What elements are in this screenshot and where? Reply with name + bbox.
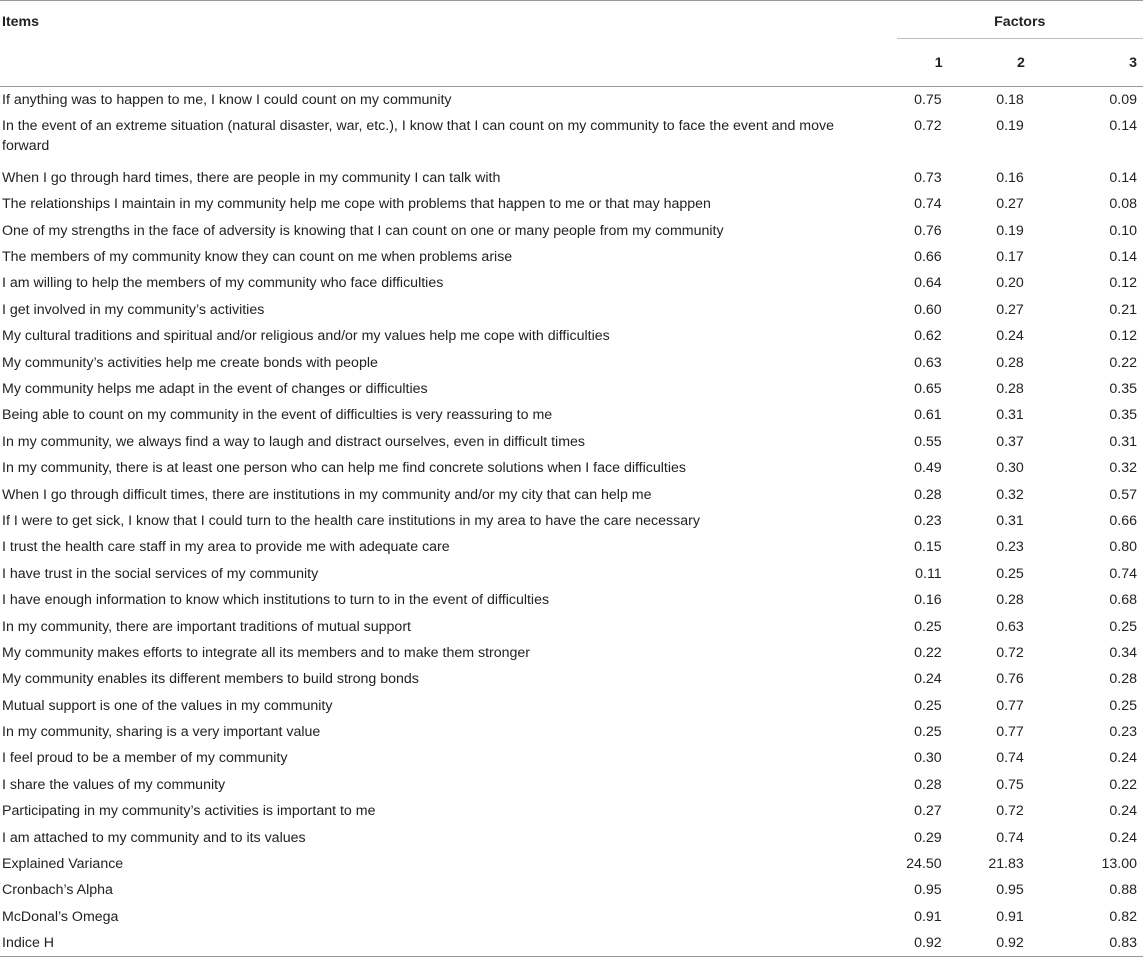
- table-row: [0, 429, 1143, 455]
- factor-2-value: 0.95: [996, 882, 1024, 899]
- item-text: In my community, we always find a way to laugh and distract ourselves, even in difficult times: [2, 433, 585, 450]
- factor-2-value: 0.18: [996, 92, 1024, 108]
- table-row: [0, 666, 1143, 692]
- factor-3-value: 0.68: [1109, 592, 1137, 609]
- factor-1-value: 0.28: [914, 776, 942, 793]
- factor-3-value: 0.74: [1109, 565, 1137, 582]
- factor-3-value: 0.22: [1109, 776, 1137, 793]
- factor-3-value: 0.57: [1109, 486, 1137, 503]
- factor-2-value: 0.28: [996, 381, 1024, 398]
- factor-3-value: 0.14: [1109, 249, 1137, 266]
- item-text: Participating in my community’s activities is important to me: [2, 803, 376, 820]
- factor-3-header: 3: [1061, 39, 1143, 87]
- factor-2-value: 0.19: [996, 117, 1024, 134]
- item-text: I am attached to my community and to its values: [2, 829, 306, 846]
- factor-1-value: 0.11: [915, 565, 942, 582]
- item-text: Being able to count on my community in the event of difficulties is very reassuring to me: [2, 407, 553, 424]
- factor-3-value: 13.00: [1101, 856, 1137, 873]
- item-text: In my community, there are important traditions of mutual support: [2, 618, 411, 635]
- factor-2-value: 0.77: [996, 697, 1024, 714]
- table-body: [0, 87, 1143, 957]
- factor-1-value: 0.29: [914, 829, 942, 846]
- factor-1-value: 0.92: [914, 935, 942, 952]
- item-text: The relationships I maintain in my community help me cope with problems that happen to me or that may happen: [2, 196, 711, 213]
- factor-1-value: 0.27: [914, 803, 942, 820]
- table-row: [0, 297, 1143, 323]
- table-row: [0, 693, 1143, 719]
- factor-1-value: 0.24: [914, 671, 942, 688]
- table-row: [0, 244, 1143, 270]
- factors-label: Factors: [994, 14, 1046, 30]
- factor-2-value: 0.63: [996, 618, 1024, 635]
- factor-3-value: 0.35: [1109, 381, 1137, 398]
- factor-2-value: 0.19: [996, 222, 1024, 239]
- table-row: [0, 270, 1143, 296]
- factor-1-value: 0.55: [914, 433, 942, 450]
- table-row: [0, 113, 1143, 165]
- factor-3-value: 0.21: [1109, 301, 1137, 318]
- factor-1-value: 0.30: [914, 750, 942, 767]
- item-text: Indice H: [2, 935, 55, 952]
- table-row: [0, 455, 1143, 481]
- factor-3-value: 0.28: [1109, 671, 1137, 688]
- factor-3-value: 0.08: [1109, 196, 1137, 213]
- table-row: [0, 745, 1143, 771]
- factor-2-value: 0.76: [996, 671, 1024, 688]
- factor-1-value: 0.66: [914, 249, 942, 266]
- factor-1-value: 0.75: [914, 92, 942, 108]
- factor-3-value: 0.25: [1109, 618, 1137, 635]
- factor-3-value: 0.31: [1109, 433, 1137, 450]
- factor-2-value: 0.37: [996, 433, 1024, 450]
- table-row: [0, 877, 1143, 903]
- factor-3-value: 0.34: [1109, 644, 1137, 661]
- item-text: In my community, sharing is a very important value: [2, 724, 321, 741]
- item-text: When I go through difficult times, there are institutions in my community and/or my city that can help me: [2, 486, 652, 503]
- factor-2-value: 0.24: [996, 328, 1024, 345]
- factor-1-value: 0.16: [914, 592, 942, 609]
- item-text: I share the values of my community: [2, 776, 226, 793]
- factor-1-value: 0.49: [914, 460, 942, 477]
- factor-3-value: 0.10: [1109, 222, 1137, 239]
- factor-1-value: 0.63: [914, 354, 942, 371]
- table-row: [0, 376, 1143, 402]
- factor-1-value: 0.25: [914, 618, 942, 635]
- factor-1-value: 0.15: [914, 539, 942, 556]
- factor-1-value: 0.61: [914, 407, 942, 424]
- item-text: McDonal’s Omega: [2, 908, 119, 925]
- factor-3-value: 0.09: [1109, 92, 1137, 108]
- factor-3-value: 0.24: [1109, 803, 1137, 820]
- factor-1-value: 0.72: [914, 117, 942, 134]
- factor-3-value: 0.32: [1109, 460, 1137, 477]
- factor-1-value: 0.60: [914, 301, 942, 318]
- factor-1-value: 0.23: [914, 512, 942, 529]
- factor-3-value: 0.14: [1109, 169, 1137, 186]
- factor-2-value: 21.83: [988, 856, 1024, 873]
- table-row: [0, 534, 1143, 560]
- factor-1-value: 0.74: [914, 196, 942, 213]
- item-text: If I were to get sick, I know that I could turn to the health care institutions in my area to have the care necessary: [2, 512, 700, 529]
- item-text: When I go through hard times, there are people in my community I can talk with: [2, 169, 501, 186]
- factor-1-value: 0.91: [914, 908, 942, 925]
- factor-2-value: 0.72: [996, 644, 1024, 661]
- factor-3-value: 0.66: [1109, 512, 1137, 529]
- table-row: [0, 165, 1143, 191]
- factor-1-value: 0.76: [914, 222, 942, 239]
- factor-3-value: 0.80: [1109, 539, 1137, 556]
- table-row: [0, 323, 1143, 349]
- table-row: [0, 825, 1143, 851]
- factor-3-value: 0.22: [1109, 354, 1137, 371]
- factor-2-value: 0.27: [996, 301, 1024, 318]
- factor-3-value: 0.83: [1109, 935, 1137, 952]
- factor-1-value: 0.73: [914, 169, 942, 186]
- item-text: I get involved in my community’s activities: [2, 301, 265, 318]
- factor-1-value: 0.95: [914, 882, 942, 899]
- factor-2-value: 0.32: [996, 486, 1024, 503]
- factor-2-value: 0.28: [996, 354, 1024, 371]
- factor-1-value: 0.64: [914, 275, 942, 292]
- item-text: One of my strengths in the face of adversity is knowing that I can count on one or many people from my community: [2, 222, 724, 239]
- table-row: [0, 640, 1143, 666]
- item-text: My community helps me adapt in the event of changes or difficulties: [2, 381, 428, 398]
- table-row: [0, 587, 1143, 613]
- factor-2-value: 0.25: [996, 565, 1024, 582]
- item-text: Explained Variance: [2, 856, 124, 873]
- factor-1-value: 0.65: [914, 381, 942, 398]
- header-row-top: [0, 1, 1143, 39]
- factor-3-value: 0.24: [1109, 829, 1137, 846]
- factor-1-header: 1: [897, 39, 979, 87]
- factor-1-value: 0.22: [914, 644, 942, 661]
- factor-1-value: 0.25: [914, 697, 942, 714]
- factor-2-value: 0.92: [996, 935, 1024, 952]
- item-text: My cultural traditions and spiritual and/or religious and/or my values help me cope with difficulties: [2, 328, 610, 345]
- factor-1-value: 0.28: [914, 486, 942, 503]
- factor-1-value: 24.50: [906, 856, 942, 873]
- factor-2-value: 0.77: [996, 724, 1024, 741]
- factor-2-value: 0.27: [996, 196, 1024, 213]
- items-column-header: Items: [2, 14, 40, 30]
- item-text: My community makes efforts to integrate all its members and to make them stronger: [2, 644, 531, 661]
- table-row: [0, 904, 1143, 930]
- item-text: I trust the health care staff in my area to provide me with adequate care: [2, 539, 450, 556]
- table-row: [0, 402, 1143, 428]
- item-text: If anything was to happen to me, I know I could count on my community: [2, 92, 452, 108]
- table-row: [0, 798, 1143, 824]
- factor-2-value: 0.30: [996, 460, 1024, 477]
- factor-2-value: 0.28: [996, 592, 1024, 609]
- item-text: I have trust in the social services of my community: [2, 565, 319, 582]
- table-row: [0, 191, 1143, 217]
- item-text: In my community, there is at least one person who can help me find concrete solutions when I face difficulties: [2, 460, 686, 477]
- factor-3-value: 0.12: [1109, 328, 1137, 345]
- factor-2-value: 0.74: [996, 829, 1024, 846]
- table-row: [0, 218, 1143, 244]
- factor-2-value: 0.75: [996, 776, 1024, 793]
- item-text: In the event of an extreme situation (natural disaster, war, etc.), I know that I can count on my community to face the event and move forward: [2, 117, 834, 154]
- table-row: [0, 614, 1143, 640]
- item-text: I feel proud to be a member of my community: [2, 750, 288, 767]
- item-text: Cronbach’s Alpha: [2, 882, 113, 899]
- factor-1-value: 0.62: [914, 328, 942, 345]
- table-row: [0, 772, 1143, 798]
- factor-2-value: 0.16: [996, 169, 1024, 186]
- table-row: [0, 350, 1143, 376]
- table-row: [0, 561, 1143, 587]
- table-header: [0, 1, 1143, 87]
- item-text: The members of my community know they can count on me when problems arise: [2, 249, 513, 266]
- table-row: [0, 930, 1143, 956]
- factor-3-value: 0.82: [1109, 908, 1137, 925]
- factor-3-value: 0.88: [1109, 882, 1137, 899]
- factor-3-value: 0.14: [1109, 117, 1137, 134]
- item-text: My community’s activities help me create bonds with people: [2, 354, 378, 371]
- factor-3-value: 0.24: [1109, 750, 1137, 767]
- factor-3-value: 0.35: [1109, 407, 1137, 424]
- table-row: [0, 851, 1143, 877]
- factor-2-value: 0.72: [996, 803, 1024, 820]
- table-row: [0, 508, 1143, 534]
- factor-2-value: 0.31: [996, 512, 1024, 529]
- table-row: [0, 719, 1143, 745]
- factor-3-value: 0.25: [1109, 697, 1137, 714]
- factor-2-value: 0.23: [996, 539, 1024, 556]
- table-row: [0, 482, 1143, 508]
- item-text: My community enables its different members to build strong bonds: [2, 671, 419, 688]
- factor-2-value: 0.17: [996, 249, 1024, 266]
- item-text: I am willing to help the members of my community who face difficulties: [2, 275, 444, 292]
- factor-2-header: 2: [979, 39, 1061, 87]
- factor-1-value: 0.25: [914, 724, 942, 741]
- factor-3-value: 0.12: [1109, 275, 1137, 292]
- factor-2-value: 0.74: [996, 750, 1024, 767]
- factor-2-value: 0.20: [996, 275, 1024, 292]
- table-row: [0, 87, 1143, 113]
- factors-column-header: [897, 1, 1143, 39]
- factor-3-value: 0.23: [1109, 724, 1137, 741]
- factor-2-value: 0.31: [996, 407, 1024, 424]
- item-text: I have enough information to know which institutions to turn to in the event of difficulties: [2, 592, 550, 609]
- item-text: Mutual support is one of the values in my community: [2, 697, 333, 714]
- factor-2-value: 0.91: [996, 908, 1024, 925]
